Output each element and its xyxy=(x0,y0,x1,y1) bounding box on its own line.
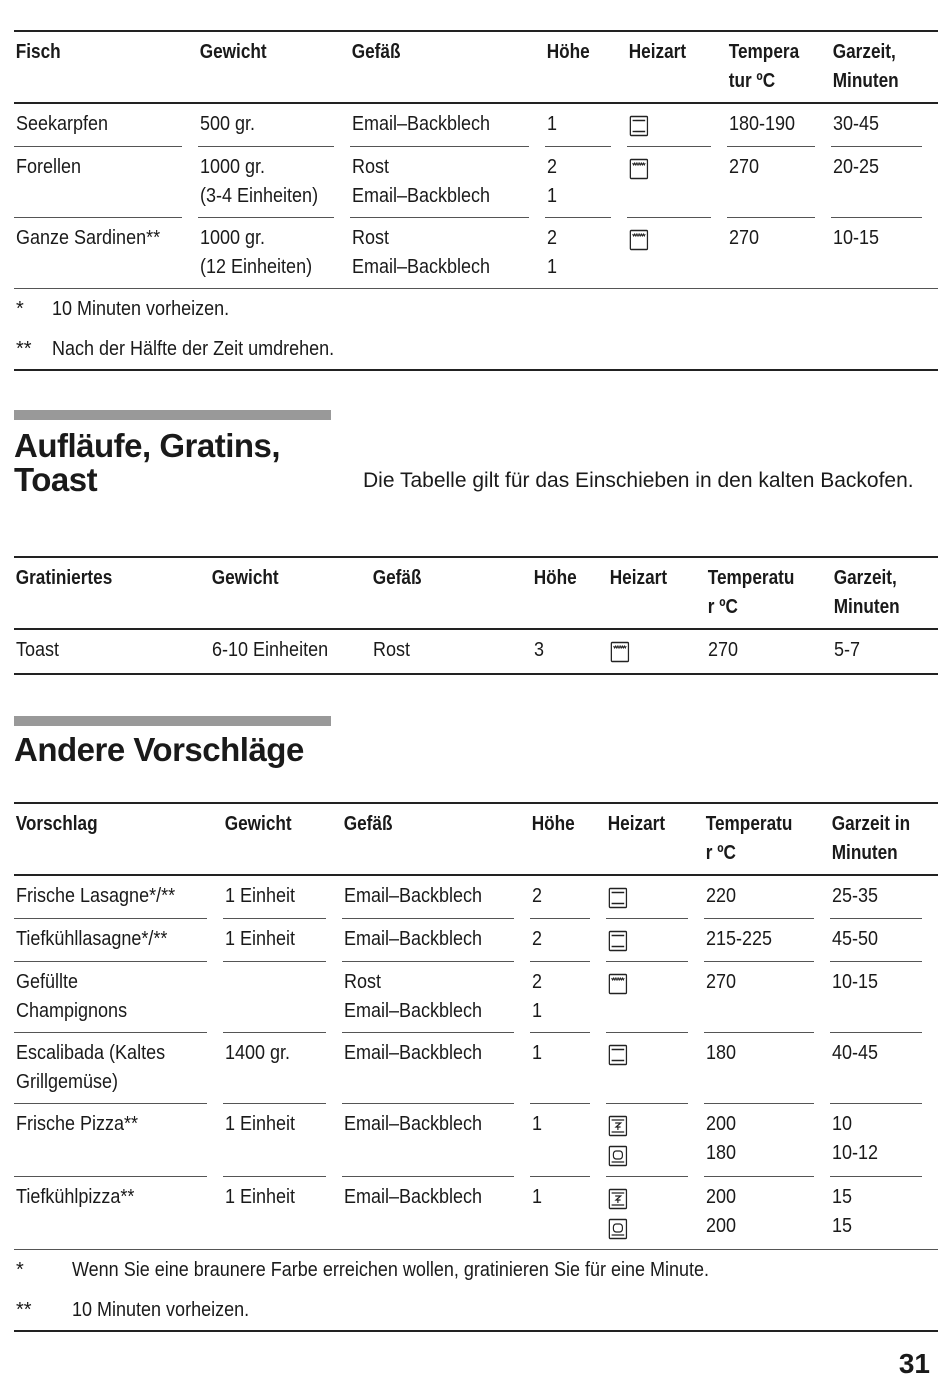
table-end-rule xyxy=(14,1330,938,1332)
shelf-level-cell xyxy=(530,1033,590,1104)
heating-mode-cell xyxy=(606,1104,688,1177)
grill-icon xyxy=(610,641,630,663)
column-header: Garzeit, Minuten xyxy=(832,41,899,92)
section-heading-other: Andere Vorschläge xyxy=(14,731,304,768)
vessel: Email–Backblech xyxy=(344,1113,483,1135)
footnote-mark: * xyxy=(16,298,24,320)
dish-name-cell xyxy=(14,1033,207,1104)
shelf-level-cell xyxy=(530,919,590,962)
heating-mode-cell xyxy=(608,630,690,673)
temperature-cell xyxy=(704,1033,814,1104)
dish-name-cell xyxy=(14,1177,207,1249)
heating-mode-cell xyxy=(627,104,711,147)
temperature-cell xyxy=(704,1177,814,1249)
column-header: Gewicht xyxy=(224,813,292,835)
footnote-text: 10 Minuten vorheizen. xyxy=(72,1299,250,1321)
shelf-level: 2 xyxy=(547,156,558,178)
column-header: Garzeit in Minuten xyxy=(831,813,911,864)
dish-name: Ganze Sardinen** xyxy=(16,227,161,249)
temperature: 220 xyxy=(706,885,737,907)
weight: 1000 gr. xyxy=(200,156,266,178)
heating-mode-cell xyxy=(606,919,688,962)
column-header: Heizart xyxy=(607,813,666,835)
dish-name: Tiefkühllasagne*/** xyxy=(16,928,168,950)
column-header: Temperatu r ºC xyxy=(707,567,795,618)
dish-name: Toast xyxy=(16,639,60,661)
footnote-text: 10 Minuten vorheizen. xyxy=(52,298,230,320)
dish-name-cell xyxy=(14,630,194,673)
dish-name: Forellen xyxy=(16,156,82,178)
cooking-time: 30-45 xyxy=(833,113,880,135)
table-footnotes xyxy=(14,289,938,369)
dish-name: Frische Pizza** xyxy=(16,1113,139,1135)
temperature: 270 xyxy=(708,639,739,661)
temperature: 200 xyxy=(706,1215,737,1237)
weight: 1 Einheit xyxy=(225,1186,296,1208)
heating-mode-cell xyxy=(606,1177,688,1249)
gratin-intro: Die Tabelle gilt für das Einschieben in den kalten Backofen. xyxy=(363,469,914,492)
heating-mode-cell xyxy=(627,218,711,288)
footnote-text: Wenn Sie eine braunere Farbe erreichen wollen, gratinieren Sie für eine Minute. xyxy=(72,1259,710,1281)
table-row xyxy=(14,1104,938,1177)
bottom-top-heat-icon xyxy=(608,887,628,909)
column-header: Garzeit, Minuten xyxy=(833,567,900,618)
fish-table xyxy=(14,30,938,371)
bottom-top-heat-icon xyxy=(629,115,649,137)
heating-mode-cell xyxy=(606,876,688,919)
shelf-level: 1 xyxy=(532,1000,543,1022)
table-end-rule xyxy=(14,369,938,371)
vessel: Rost xyxy=(344,971,382,993)
cooking-time-cell xyxy=(830,962,922,1033)
column-header: Gratiniertes xyxy=(15,567,113,589)
column-header: Tempera tur ºC xyxy=(728,41,800,92)
temperature-cell xyxy=(706,630,816,673)
cooking-time-cell xyxy=(832,630,922,673)
weight: 1000 gr. xyxy=(200,227,266,249)
vessel: Email–Backblech xyxy=(344,1000,483,1022)
shelf-level-cell xyxy=(532,630,592,673)
column-header: Gefäß xyxy=(351,41,401,63)
bottom-top-heat-icon xyxy=(608,930,628,952)
shelf-level-cell xyxy=(530,1104,590,1177)
vessel: Email–Backblech xyxy=(344,1186,483,1208)
temperature-cell xyxy=(704,876,814,919)
shelf-level-cell xyxy=(530,1177,590,1249)
shelf-level: 1 xyxy=(547,113,558,135)
column-header: Höhe xyxy=(546,41,590,63)
footnote xyxy=(14,1290,938,1330)
temperature: 200 xyxy=(706,1113,737,1135)
shelf-level-cell xyxy=(530,876,590,919)
shelf-level-cell xyxy=(545,218,611,288)
footnote xyxy=(14,329,938,369)
table-header xyxy=(14,30,938,104)
column-header: Höhe xyxy=(531,813,575,835)
table-row xyxy=(14,962,938,1033)
shelf-level: 2 xyxy=(532,971,543,993)
dish-name: Frische Lasagne*/** xyxy=(16,885,176,907)
weight: 1400 gr. xyxy=(225,1042,291,1064)
table-footnotes xyxy=(14,1250,938,1330)
heating-mode-symbol xyxy=(608,1183,669,1213)
cooking-time: 40-45 xyxy=(832,1042,879,1064)
table-header xyxy=(14,802,938,876)
temperature-cell xyxy=(727,218,815,288)
vessel-cell xyxy=(342,1033,514,1104)
grill-icon xyxy=(629,158,649,180)
weight-cell xyxy=(223,1033,326,1104)
gratin-table xyxy=(14,556,938,675)
weight-cell xyxy=(198,104,334,147)
vessel-cell xyxy=(342,1177,514,1249)
cooking-time: 15 xyxy=(832,1215,853,1237)
shelf-level-cell xyxy=(530,962,590,1033)
cooking-time-cell xyxy=(830,1177,922,1249)
table-body xyxy=(14,876,938,1249)
dish-name: Escalibada (Kaltes xyxy=(16,1042,166,1064)
pizza-setting-icon xyxy=(608,1145,628,1167)
temperature-cell xyxy=(727,104,815,147)
pizza-setting-icon xyxy=(608,1218,628,1240)
hot-air-icon xyxy=(608,1115,628,1137)
temperature: 215-225 xyxy=(706,928,773,950)
weight-cell xyxy=(210,630,355,673)
weight: 6-10 Einheiten xyxy=(212,639,329,661)
footnote xyxy=(14,1250,938,1290)
heating-mode-cell xyxy=(627,147,711,218)
heating-mode-symbol xyxy=(608,1140,669,1170)
cooking-time-cell xyxy=(830,876,922,919)
vessel-cell xyxy=(371,630,516,673)
column-header: Heizart xyxy=(628,41,687,63)
column-header: Gewicht xyxy=(211,567,279,589)
section-bar-gratin xyxy=(14,410,331,420)
weight: 1 Einheit xyxy=(225,1113,296,1135)
column-header: Gewicht xyxy=(199,41,267,63)
cooking-time: 10-12 xyxy=(832,1142,879,1164)
shelf-level: 2 xyxy=(532,885,543,907)
weight-cell xyxy=(223,919,326,962)
footnote-mark: ** xyxy=(16,1299,32,1321)
column-header: Gefäß xyxy=(343,813,393,835)
vessel-cell xyxy=(342,876,514,919)
table-body xyxy=(14,630,938,673)
shelf-level: 1 xyxy=(547,185,558,207)
footnote-text: Nach der Hälfte der Zeit umdrehen. xyxy=(52,338,335,360)
shelf-level: 1 xyxy=(547,256,558,278)
weight: (12 Einheiten) xyxy=(200,256,313,278)
section-bar-other xyxy=(14,716,331,726)
cooking-time: 10-15 xyxy=(833,227,880,249)
vessel: Email–Backblech xyxy=(352,185,491,207)
vessel-cell xyxy=(342,919,514,962)
table-header xyxy=(14,556,938,630)
table-row xyxy=(14,104,938,147)
temperature: 200 xyxy=(706,1186,737,1208)
dish-name-cell xyxy=(14,218,182,288)
weight: 500 gr. xyxy=(200,113,256,135)
cooking-time-cell xyxy=(830,919,922,962)
vessel: Email–Backblech xyxy=(344,928,483,950)
heating-mode-symbol xyxy=(629,110,692,140)
cooking-time: 5-7 xyxy=(834,639,861,661)
heading-line-2: Toast xyxy=(14,461,98,498)
cooking-time: 25-35 xyxy=(832,885,879,907)
temperature-cell xyxy=(704,962,814,1033)
shelf-level: 1 xyxy=(532,1186,543,1208)
vessel: Rost xyxy=(373,639,411,661)
weight-cell xyxy=(223,1104,326,1177)
heating-mode-cell xyxy=(606,1033,688,1104)
cooking-time: 10 xyxy=(832,1113,853,1135)
shelf-level-cell xyxy=(545,147,611,218)
vessel-cell xyxy=(350,104,529,147)
weight-cell xyxy=(223,1177,326,1249)
table-body xyxy=(14,104,938,288)
temperature: 270 xyxy=(729,227,760,249)
column-header: Gefäß xyxy=(372,567,422,589)
cooking-time: 15 xyxy=(832,1186,853,1208)
vessel-cell xyxy=(342,1104,514,1177)
weight: 1 Einheit xyxy=(225,885,296,907)
vessel: Rost xyxy=(352,227,390,249)
heating-mode-symbol xyxy=(610,636,671,666)
table-end-rule xyxy=(14,673,938,675)
cooking-time: 45-50 xyxy=(832,928,879,950)
heating-mode-symbol xyxy=(608,882,669,912)
heating-mode-symbol xyxy=(608,1110,669,1140)
heating-mode-symbol xyxy=(608,1039,669,1069)
vessel: Email–Backblech xyxy=(352,113,491,135)
cooking-time-cell xyxy=(831,147,922,218)
weight-cell xyxy=(223,962,326,1033)
heating-mode-symbol xyxy=(629,153,692,183)
column-header: Heizart xyxy=(609,567,668,589)
cooking-time-cell xyxy=(831,104,922,147)
vessel: Email–Backblech xyxy=(344,885,483,907)
table-row xyxy=(14,1033,938,1104)
column-header: Vorschlag xyxy=(15,813,98,835)
bottom-top-heat-icon xyxy=(608,1044,628,1066)
table-row xyxy=(14,919,938,962)
weight xyxy=(225,968,305,997)
footnote-mark: ** xyxy=(16,338,32,360)
temperature-cell xyxy=(704,919,814,962)
heating-mode-symbol xyxy=(608,1213,669,1243)
temperature: 180 xyxy=(706,1042,737,1064)
grill-icon xyxy=(629,229,649,251)
vessel: Email–Backblech xyxy=(352,256,491,278)
temperature: 270 xyxy=(706,971,737,993)
vessel-cell xyxy=(350,218,529,288)
table-row xyxy=(14,876,938,919)
other-table xyxy=(14,802,938,1332)
grill-icon xyxy=(608,973,628,995)
dish-name-cell xyxy=(14,919,207,962)
vessel-cell xyxy=(342,962,514,1033)
column-header: Temperatu r ºC xyxy=(705,813,793,864)
vessel: Email–Backblech xyxy=(344,1042,483,1064)
temperature: 180-190 xyxy=(729,113,796,135)
column-header: Höhe xyxy=(533,567,577,589)
section-heading-gratin xyxy=(14,429,280,497)
heating-mode-cell xyxy=(606,962,688,1033)
dish-name-cell xyxy=(14,962,207,1033)
weight-cell xyxy=(198,147,334,218)
vessel: Rost xyxy=(352,156,390,178)
cooking-time-cell xyxy=(830,1104,922,1177)
heading-line-1: Aufläufe, Gratins, xyxy=(14,427,281,464)
dish-name-cell xyxy=(14,1104,207,1177)
temperature-cell xyxy=(727,147,815,218)
table-row xyxy=(14,218,938,288)
dish-name-cell xyxy=(14,104,182,147)
dish-name-cell xyxy=(14,876,207,919)
hot-air-icon xyxy=(608,1188,628,1210)
shelf-level: 3 xyxy=(534,639,545,661)
weight-cell xyxy=(198,218,334,288)
temperature: 180 xyxy=(706,1142,737,1164)
cooking-time: 10-15 xyxy=(832,971,879,993)
heating-mode-symbol xyxy=(629,224,692,254)
column-header: Fisch xyxy=(15,41,61,63)
weight-cell xyxy=(223,876,326,919)
vessel-cell xyxy=(350,147,529,218)
cooking-time: 20-25 xyxy=(833,156,880,178)
shelf-level: 2 xyxy=(532,928,543,950)
shelf-level-cell xyxy=(545,104,611,147)
footnote xyxy=(14,289,938,329)
heating-mode-symbol xyxy=(608,968,669,998)
cooking-time-cell xyxy=(831,218,922,288)
shelf-level: 1 xyxy=(532,1113,543,1135)
heating-mode-symbol xyxy=(608,925,669,955)
weight: 1 Einheit xyxy=(225,928,296,950)
dish-name: Champignons xyxy=(16,1000,128,1022)
temperature-cell xyxy=(704,1104,814,1177)
dish-name: Gefüllte xyxy=(16,971,79,993)
temperature: 270 xyxy=(729,156,760,178)
dish-name: Grillgemüse) xyxy=(16,1071,119,1093)
shelf-level: 2 xyxy=(547,227,558,249)
table-row xyxy=(14,147,938,218)
page-number: 31 xyxy=(898,1348,930,1379)
shelf-level: 1 xyxy=(532,1042,543,1064)
dish-name-cell xyxy=(14,147,182,218)
table-row xyxy=(14,1177,938,1249)
footnote-mark: * xyxy=(16,1259,24,1281)
table-row xyxy=(14,630,938,673)
cooking-time-cell xyxy=(830,1033,922,1104)
dish-name: Tiefkühlpizza** xyxy=(16,1186,135,1208)
weight: (3-4 Einheiten) xyxy=(200,185,319,207)
dish-name: Seekarpfen xyxy=(16,113,109,135)
